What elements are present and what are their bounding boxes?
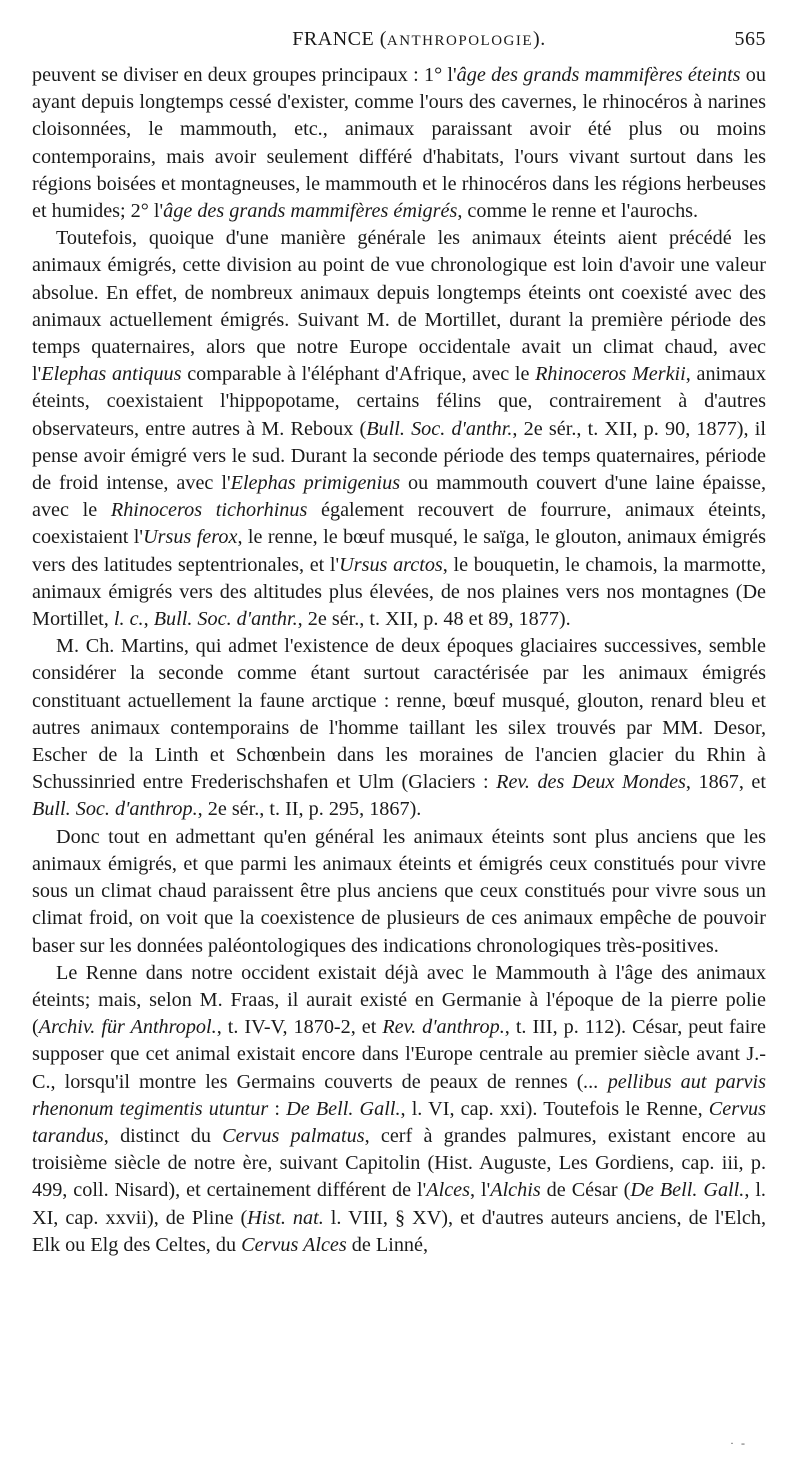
italic-text: Alchis xyxy=(490,1179,541,1202)
italic-text: Cervus tarandus xyxy=(32,1097,766,1147)
text-segment: M. Ch. Martins, qui admet l'existence de deux époques glaciaires successives, semble considérer la seconde comme étant surtout caractérisée par les animaux émigrés constituant actuellement la faune arctique : renne, bœuf musqué, glouton, renard bleu et autres animaux contemporains de l'homme taillant les silex trouvés par MM. Desor, Escher de la Linth et Schœnbein dans les moraines de l'ancien glacier du Rhin à Schussinried entre Frederischshafen et Ulm (Glaciers : xyxy=(32,635,766,794)
text-segment: de César ( xyxy=(540,1179,631,1202)
text-segment: ou ayant depuis longtemps cessé d'exister, comme l'ours des cavernes, le rhinocéros à narines cloisonnées, le mammouth, etc., animaux paraissant avoir été plus ou moins contemporains, mais avoir seulement différé d'habitats, l'ours vivant surtout dans les régions boisées et montagneuses, le mammouth et le rhinocéros dans les régions herbeuses et humides; 2° l' xyxy=(32,64,766,223)
text-segment: , 2e sér., t. II, p. 295, 1867). xyxy=(197,798,422,821)
running-head xyxy=(32,28,766,62)
italic-text: Cervus palmatus xyxy=(222,1124,365,1147)
text-segment: Donc tout en admettant qu'en général les animaux éteints sont plus anciens que les animaux émigrés, et que parmi les animaux éteints et émigrés ceux constitués pour vivre sous un climat chaud paraissent être plus anciens que ceux constitués pour vivre sous un climat froid, on voit que la coexistence de plusieurs de ces animaux empêche de pouvoir baser sur les données paléontologiques des indications chronologiques très-positives. xyxy=(32,825,766,957)
italic-text: Elephas antiquus xyxy=(41,363,182,386)
running-title xyxy=(32,28,766,51)
italic-text: Bull. Soc. d'anthrop. xyxy=(32,798,198,821)
text-segment: également recouvert de fourrure, animaux éteints, coexistaient l' xyxy=(32,499,766,549)
text-segment: comparable à l'éléphant d'Afrique, avec le xyxy=(181,363,536,386)
text-segment: Le Renne dans notre occident existait déjà avec le Mammouth à l'âge des animaux éteints; mais, selon M. Fraas, il aurait existé en Germanie à l'époque de la pierre polie ( xyxy=(32,961,766,1039)
text-segment: , distinct du xyxy=(103,1124,223,1147)
text-segment: de Linné, xyxy=(346,1233,429,1256)
italic-text: âge des grands mammifères éteints xyxy=(456,64,741,86)
text-segment: Toutefois, quoique d'une manière générale les animaux éteints aient précédé les animaux émigrés, cette division au point de vue chronologique est loin d'avoir une valeur absolue. En effet, de nombreux animaux depuis longtemps éteints ont coexisté avec des animaux actuellement émigrés. Suivant M. de Mortillet, durant la première période des temps quaternaires, alors que notre Europe occidentale avait un climat chaud, avec l' xyxy=(32,227,766,386)
text-segment: peuvent se diviser en deux groupes principaux : 1° l' xyxy=(32,64,457,86)
text-segment: , l' xyxy=(469,1179,491,1202)
paragraph xyxy=(32,225,766,633)
text-segment: , le bouquetin, le chamois, la marmotte, animaux émigrés vers des altitudes plus élevées, de nos plaines vers nos montagnes (De Mortillet, xyxy=(32,553,766,631)
text-segment: , xyxy=(143,608,154,631)
bottom-scan-marks: · - xyxy=(730,1436,747,1450)
italic-text: Cervus Alces xyxy=(241,1233,347,1256)
running-title-close: ). xyxy=(533,28,546,50)
italic-text: Ursus arctos xyxy=(339,553,443,576)
body-text xyxy=(32,62,766,1259)
italic-text: Rhinoceros tichorhinus xyxy=(110,499,308,522)
text-segment: , 2e sér., t. XII, p. 90, 1877), il pense avoir émigré vers le sud. Durant la seconde période des temps quaternaires, période de froid intense, avec l' xyxy=(32,417,766,495)
text-segment: , animaux éteints, coexistaient l'hippopotame, certains félins que, contrairement à d'autres observateurs, entre autres à M. Reboux ( xyxy=(32,363,766,440)
paragraph xyxy=(32,62,766,225)
text-segment: , t. IV-V, 1870-2, et xyxy=(216,1016,383,1039)
text-segment: , 2e sér., t. XII, p. 48 et 89, 1877). xyxy=(297,608,571,631)
italic-text: Rev. des Deux Mondes xyxy=(496,771,686,794)
text-segment: , le renne, le bœuf musqué, le saïga, le glouton, animaux émigrés vers des latitudes septentrionales, et l' xyxy=(32,526,766,576)
text-segment: : xyxy=(268,1097,287,1120)
text-segment: l. VIII, § XV), et d'autres auteurs anciens, de l'Elch, Elk ou Elg des Celtes, du xyxy=(32,1206,767,1256)
text-segment: , 1867, et xyxy=(685,771,767,794)
italic-text: Rev. d'anthrop. xyxy=(382,1016,505,1039)
italic-text: De Bell. Gall. xyxy=(286,1097,401,1120)
text-segment: , t. III, p. 112). César, peut faire supposer que cet animal existait encore dans l'Europe centrale au premier siècle avant J.-C., lorsqu'il montre les Germains couverts de peaux de rennes ( xyxy=(32,1016,766,1093)
paragraph xyxy=(32,960,766,1259)
italic-text: ... pellibus aut parvis rhenonum tegimentis utuntur xyxy=(32,1070,766,1120)
paragraph xyxy=(32,633,766,823)
italic-text: Hist. nat. xyxy=(247,1206,324,1229)
italic-text: âge des grands mammifères émigrés xyxy=(163,200,458,223)
page-number: 565 xyxy=(734,28,766,50)
text-segment: , comme le renne et l'aurochs. xyxy=(457,200,699,223)
text-segment: , l. XI, cap. xxvii), de Pline ( xyxy=(32,1179,766,1229)
italic-text: Elephas primigenius xyxy=(230,472,401,495)
document-page xyxy=(32,28,766,1259)
italic-text: Rhinoceros Merkii xyxy=(535,363,686,386)
text-segment: , l. VI, cap. xxi). Toutefois le Renne, xyxy=(400,1097,709,1120)
italic-text: De Bell. Gall. xyxy=(630,1179,745,1202)
text-segment: ou mammouth couvert d'une laine épaisse, avec le xyxy=(32,472,766,522)
italic-text: Bull. Soc. d'anthr. xyxy=(366,417,513,440)
italic-text: Ursus ferox xyxy=(143,526,238,549)
running-title-smallcaps: ANTHROPOLOGIE xyxy=(386,33,534,49)
italic-text: Alces xyxy=(426,1179,470,1202)
italic-text: Bull. Soc. d'anthr. xyxy=(153,608,298,631)
paragraph xyxy=(32,824,766,960)
text-segment: , cerf à grandes palmures, existant encore au troisième siècle de notre ère, suivant Capitolin (Hist. Auguste, Les Gordiens, cap. iii, p. 499, coll. Nisard), et certainement différent de l' xyxy=(32,1124,766,1202)
italic-text: l. c. xyxy=(113,608,144,631)
running-title-main: FRANCE ( xyxy=(292,28,387,50)
italic-text: Archiv. für Anthropol. xyxy=(38,1016,217,1039)
